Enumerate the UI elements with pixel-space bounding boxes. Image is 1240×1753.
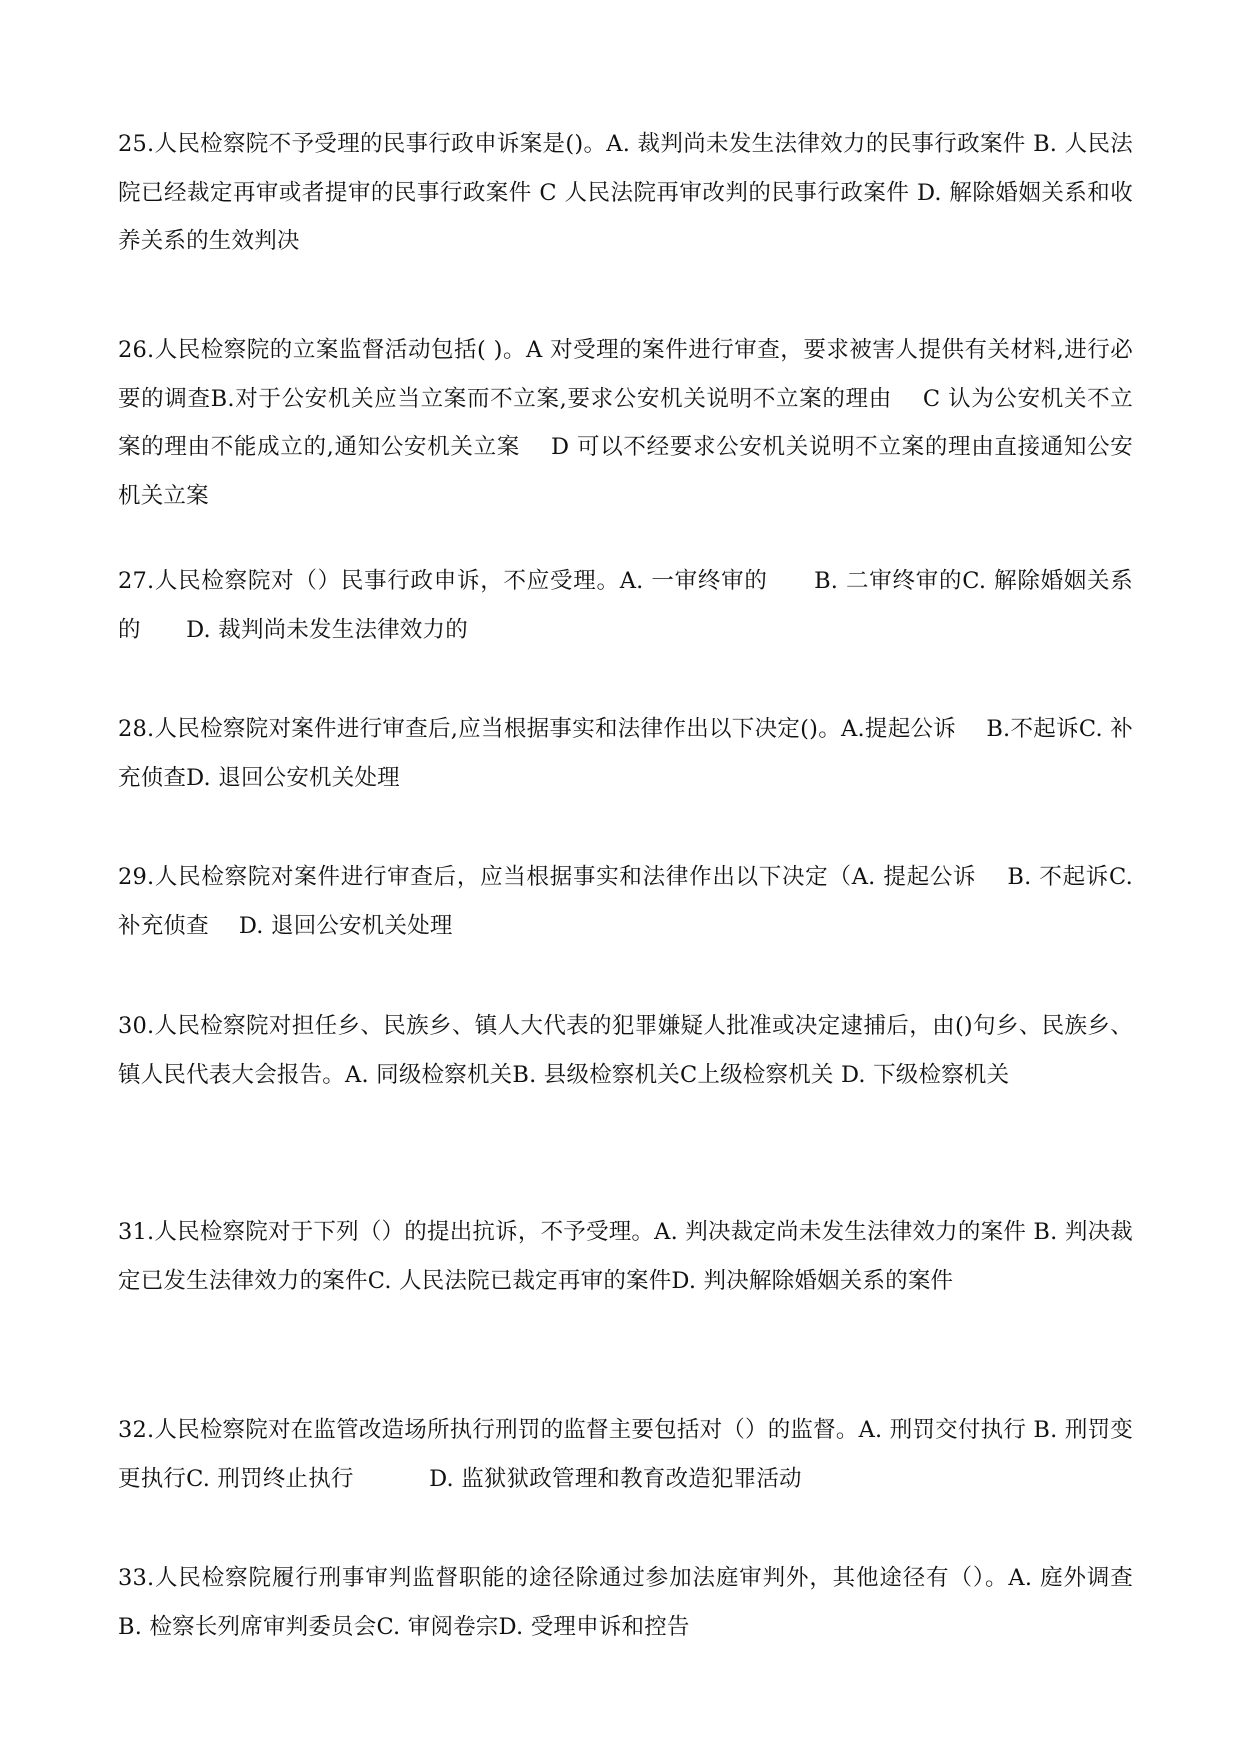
question-29: 29.人民检察院对案件进行审查后，应当根据事实和法律作出以下决定（A. 提起公诉 B. 不起诉C. 补充侦查 D. 退回公安机关处理 [118, 864, 1141, 939]
question-33: 33.人民检察院履行刑事审判监督职能的途径除通过参加法庭审判外，其他途径有（）。A. 庭外调查 B. 检察长列席审判委员会C. 审阅卷宗D. 受理申诉和控告 [118, 1565, 1156, 1640]
question-32: 32.人民检察院对在监管改造场所执行刑罚的监督主要包括对（）的监督。A. 刑罚交付执行 B. 刑罚变更执行C. 刑罚终止执行 D. 监狱狱政管理和教育改造犯罪活动 [118, 1417, 1133, 1492]
question-30: 30.人民检察院对担任乡、民族乡、镇人大代表的犯罪嫌疑人批准或决定逮捕后，由()句乡、民族乡、镇人民代表大会报告。A. 同级检察机关B. 县级检察机关C上级检察机关 D. 下级检察机关 [118, 1013, 1133, 1088]
question-28: 28.人民检察院对案件进行审查后,应当根据事实和法律作出以下决定()。A.提起公诉 B.不起诉C. 补充侦查D. 退回公安机关处理 [118, 716, 1133, 791]
question-27: 27.人民检察院对（）民事行政申诉，不应受理。A. 一审终审的 B. 二审终审的C. 解除婚姻关系的 D. 裁判尚未发生法律效力的 [118, 568, 1133, 643]
question-31: 31.人民检察院对于下列（）的提出抗诉，不予受理。A. 判决裁定尚未发生法律效力的案件 B. 判决裁定已发生法律效力的案件C. 人民法院已裁定再审的案件D. 判决解除婚姻关系的案件 [118, 1219, 1133, 1294]
question-25: 25.人民检察院不予受理的民事行政申诉案是()。A. 裁判尚未发生法律效力的民事行政案件 B. 人民法院已经裁定再审或者提审的民事行政案件 C 人民法院再审改判的民事行政案件 D. 解除婚姻关系和收养关系的生效判决 [118, 131, 1133, 254]
question-26: 26.人民检察院的立案监督活动包括( )。A 对受理的案件进行审查，要求被害人提供有关材料,进行必要的调查B.对于公安机关应当立案而不立案,要求公安机关说明不立案的理由 C 认为公安机关不立案的理由不能成立的,通知公安机关立案 D 可以不经要求公安机关说明不立案的理由直接通知公安机关立案 [118, 337, 1133, 509]
